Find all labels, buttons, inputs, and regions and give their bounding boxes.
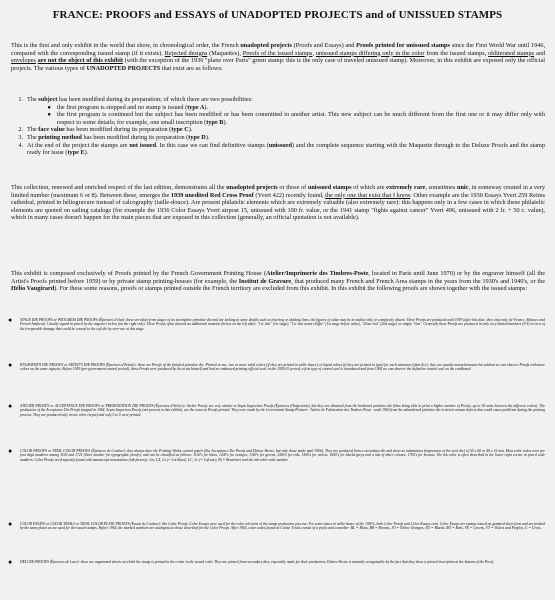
proof-type-item [8, 449, 545, 462]
intro-bold: Proofs printed for unissued stamps [356, 42, 450, 49]
proof-type-item [8, 318, 545, 331]
list-number: 2. [18, 126, 23, 134]
bullet-icon: ● [8, 558, 13, 566]
proof-type-text: ENGRAVER'S DIE PROOFS or ARTIST'S DIE PROOFS (Épreuves d'Artiste): these are Proofs of the finished primitive die. Printed in one, two or more solid colors (if they are printed in taille-douce) or liquid colors (if they are printed in typo) for each emission (often five), they are usually monochromatic but seldom we can observe Proofs with more colors on the same vignette. Before 1959 (pre-government control period), these Proofs were produced by the artist himself and had no embossed printing official seal; in the 1959-63 period, a first type of control seal is introduced and from 1964 we can observe the definitive control seal on the cardboard. [20, 363, 545, 372]
intro-bold-underlined: are not the object of this exhibit [37, 57, 123, 65]
intro-text: and [534, 49, 545, 57]
intro-paragraph [11, 42, 545, 72]
list-item [11, 142, 545, 157]
list-subitem [11, 104, 545, 112]
list-text: The subject has been modified during its preparation; of which there are two possibilities: [27, 96, 253, 103]
proof-type-text: ATELIER PROOFS or ACCEPTANCE DIE PROOFS or PRESENTATION DIE PROOFS (Épreuves d'Atelier): Atelier Proofs are very similar to Sepia Inspection Proofs (Épreuves d'Inspection), but they are obtained from the hardened primitive die (thus being able to print a higher number of Proofs, up to 30 units between the different colors). The production of the Acceptance Die Proofs stopped in 1964. Sepia Inspection Proofs (not present in this exhibit), are the scarcest Proofs printed. They were made by the Government Stamp Printers - Atelier de Fabrication des Timbres-Poste - until 1960 from the unhardened primitive die to detect minute defects that could cause problems during the printing process. They are produced only in one color (sepia) and only 3 to 5 were printed. [20, 404, 545, 417]
intro-text: since the First World War until 1946, compared with the corresponding issued stamp (if it exists). [11, 42, 546, 57]
list-item [11, 126, 545, 134]
intro-underlined: Rejected designs [164, 49, 208, 57]
intro-underlined: obliterated stamps [488, 49, 535, 57]
list-text: the first program is continued but the subject has been modified or has been committed to another artist. This new subject can be much different from the first one or it may differ only with respect to some details; for example, one small inscription (type B). [57, 111, 545, 126]
intro-text: (with the exception of the 1936 "plane over Paris" green stamp: this is the only case of traveled unissued stamp). Moreover, in this exhibit are exposed only the official projects. The various types of [11, 57, 545, 72]
intro-bold: UNADOPTED PROJECTS [86, 64, 161, 72]
bullet-icon: ● [8, 447, 13, 455]
proof-type-text: COLOR PROOFS or TRIAL COLOR PROOFS (Épreuves de Couleur): they always have the Printing Works control punch (like Acceptance Die Proofs and Deluxe Sheets, but only those made until 1966). They are produced from a secondary die and show an indentation (impression of the steel die) of 55 x 68 or 48 x 32 mm. Most color codes were pre four digit numbers among 1100 and 1721 (three number for typographic proofs), and can be classified as follows: 1100's for blues, 1200's for oranges, 1300's for greens, 1400's for reds, 1500's for violets, 1600's for blacks-greys and a mix of other colours, 1700's for browns. The ink color is often described in the lower right corner in pencil code numbers. Color Proofs are frequently found with manuscript annotations (ink-factory): Lor, LX, Lx (= Lorilleux), LC, Le (= Lefranc), B (= Brancher) and the ink-color-code number. [20, 449, 545, 462]
bullet-icon: ● [8, 402, 13, 410]
proof-type-item [8, 522, 545, 531]
intro-text: (Maquettes), [207, 49, 243, 57]
proof-type-text: STAGE DIE PROOFS or PROGRESS DIE PROOFS (Épreuves d'état): these are taken from stages of an incomplete primitive die and are lacking in some details such as lettering or shading lines; the figures of value may be in outline only or completely absent. These Proofs are produced until 1959 (after this date, they exist only for France, Monaco and French Andorra). Usually signed in pencil by the engraver below (on the right side). These Proofs often showed an additional notation (below on the left side): "1er état" (1st stage), "1er état avant chiffre" (1st stage before value), "2ème état" (2nd stage) or simply "état". Generally these Proofs are produced in only very limited numbers (3-5) in view of the irreparable damage that could be caused to the soft die by over-use at this stage. [20, 318, 545, 331]
page-title: FRANCE: PROOFS and ESSAYS of UNADOPTED PROJECTS and of UNISSUED STAMPS [52, 9, 503, 21]
intro-text: from the issued stamps, [424, 49, 489, 57]
intro-text: (Proofs and Essays) and [291, 42, 357, 49]
proof-type-item [8, 404, 545, 417]
intro-underlined: unissued stamps differing only in the color [315, 49, 425, 57]
intro-text: , [312, 49, 316, 57]
bullet-icon: ● [47, 103, 51, 111]
proof-type-text: COLOR ESSAYS or COLOR TRIALS or TRIAL COLOR PLATE PROOFS (Essais de Couleur): like Color Proofs, Color Essays were used for the color selection of the stamp production process; For some issues in taille-douce of the 1950's, both Color Proofs and Color Essays exist. Color Essays are stamps issued on gummed sheet form and are printed by the same plates as are used for the issued stamps. Before 1965, the marked numbers are analogous to those described for the Color Proofs. After 1965, color codes found on Colour Trials consist of a prefix and a number: BL = Blues, BR = Browns, JO = Yellow Oranges, NO = Blacks, RO = Reds, VE = Greens, VT = Violets and Purples, G = Greys. [20, 522, 545, 531]
intro-underlined: Proofs of the issued stamps [242, 49, 313, 57]
project-types-list [11, 96, 545, 157]
list-text: At the end of the project the stamps are not issued. In this case we can find definitive stamps (unissued) and the complete sequence starting with the Maquette through to the Deluxe Proofs and the stamp ready for issue (type E). [27, 141, 546, 157]
list-text: The face value has been modified during its preparation (type C). [27, 126, 193, 134]
bullet-icon: ● [8, 520, 13, 528]
list-item [11, 96, 545, 104]
list-number: 4. [18, 141, 23, 149]
intro-bold: unadopted projects [240, 42, 292, 49]
bullet-icon: ● [8, 361, 13, 369]
bullet-icon: ● [47, 111, 51, 119]
proof-type-item [8, 560, 545, 565]
list-item [11, 134, 545, 142]
intro-underlined: envelopes [11, 57, 36, 65]
proof-type-text: DELUXE PROOFS (Épreuves de Luxe): these are ungummed sheets on which the stamp is printed in the center in the issued color. They are printed from secondary dies, especially made for their production; Deluxe Sheets is instantly recognizable by the fact that they show a printed inscription at the bottom of the Proof. [20, 560, 495, 564]
list-number: 1. [18, 96, 23, 103]
list-text: the first program is stopped and no stamp is issued (type A). [57, 103, 209, 111]
collection-paragraph: This collection, renewed and enriched respect of the last edition, demonstrates all the unadopted projects or those of unissued stamps of which are extremely rare, sometimes unic, in someway created in a very limited number (maximum 6 or 8). Between these, emerges the 1939 unedited Red Cross Proof (Yvert 422) recently found, the only one that exist that I know. Other example are the 1930 Essays Yvert 259 Reims cathedral, printed in héliogravure instead of calcography (taille-douce). Are present philatelic elements which are extremely valuable (also extremely rare): this happens only in a few cases in which these philatelic elements are quoted on sailing catalogs (for example the 1936 Color Essays Yvert airpost 15, unissued with 100 fr. value, or the 1941 stamp "fights against cancer" Yvert 496, unissued with 2 fr. + 50 c. value), which in many cases doesn't happen for the main pieces that are exposed in this collection (generally, an official quotation is not available). [11, 184, 546, 222]
intro-text: This is the first and only exhibit in the world that show, in chronological order, the French [11, 42, 241, 49]
intro-text: that exist are as follows: [160, 64, 223, 72]
bullet-icon: ● [8, 316, 13, 324]
list-text: The printing method has been modified during its preparation (type D). [27, 133, 210, 141]
list-subitem [11, 111, 545, 126]
list-number: 3. [18, 133, 23, 141]
composition-paragraph: This exhibit is composed exclusively of Proofs printed by the French Government Printing House (Atelier/Imprimerie des Timbres-Poste, located in Paris until June 1970) or by the engraver himself (all the Artist's Proofs printed before 1959) or by private stamp printing-houses (for example, the Institut de Gravure, that produced many French and French Area stamps in the years from the 1930's and 1940's, or the Hélio Vaugirard). For these some reasons, proofs or stamps printed outside the French territory are excluded from this exhibit. In this exhibit the following proofs are shown together with the issued stamps: [11, 270, 545, 293]
proof-type-item [8, 363, 545, 372]
